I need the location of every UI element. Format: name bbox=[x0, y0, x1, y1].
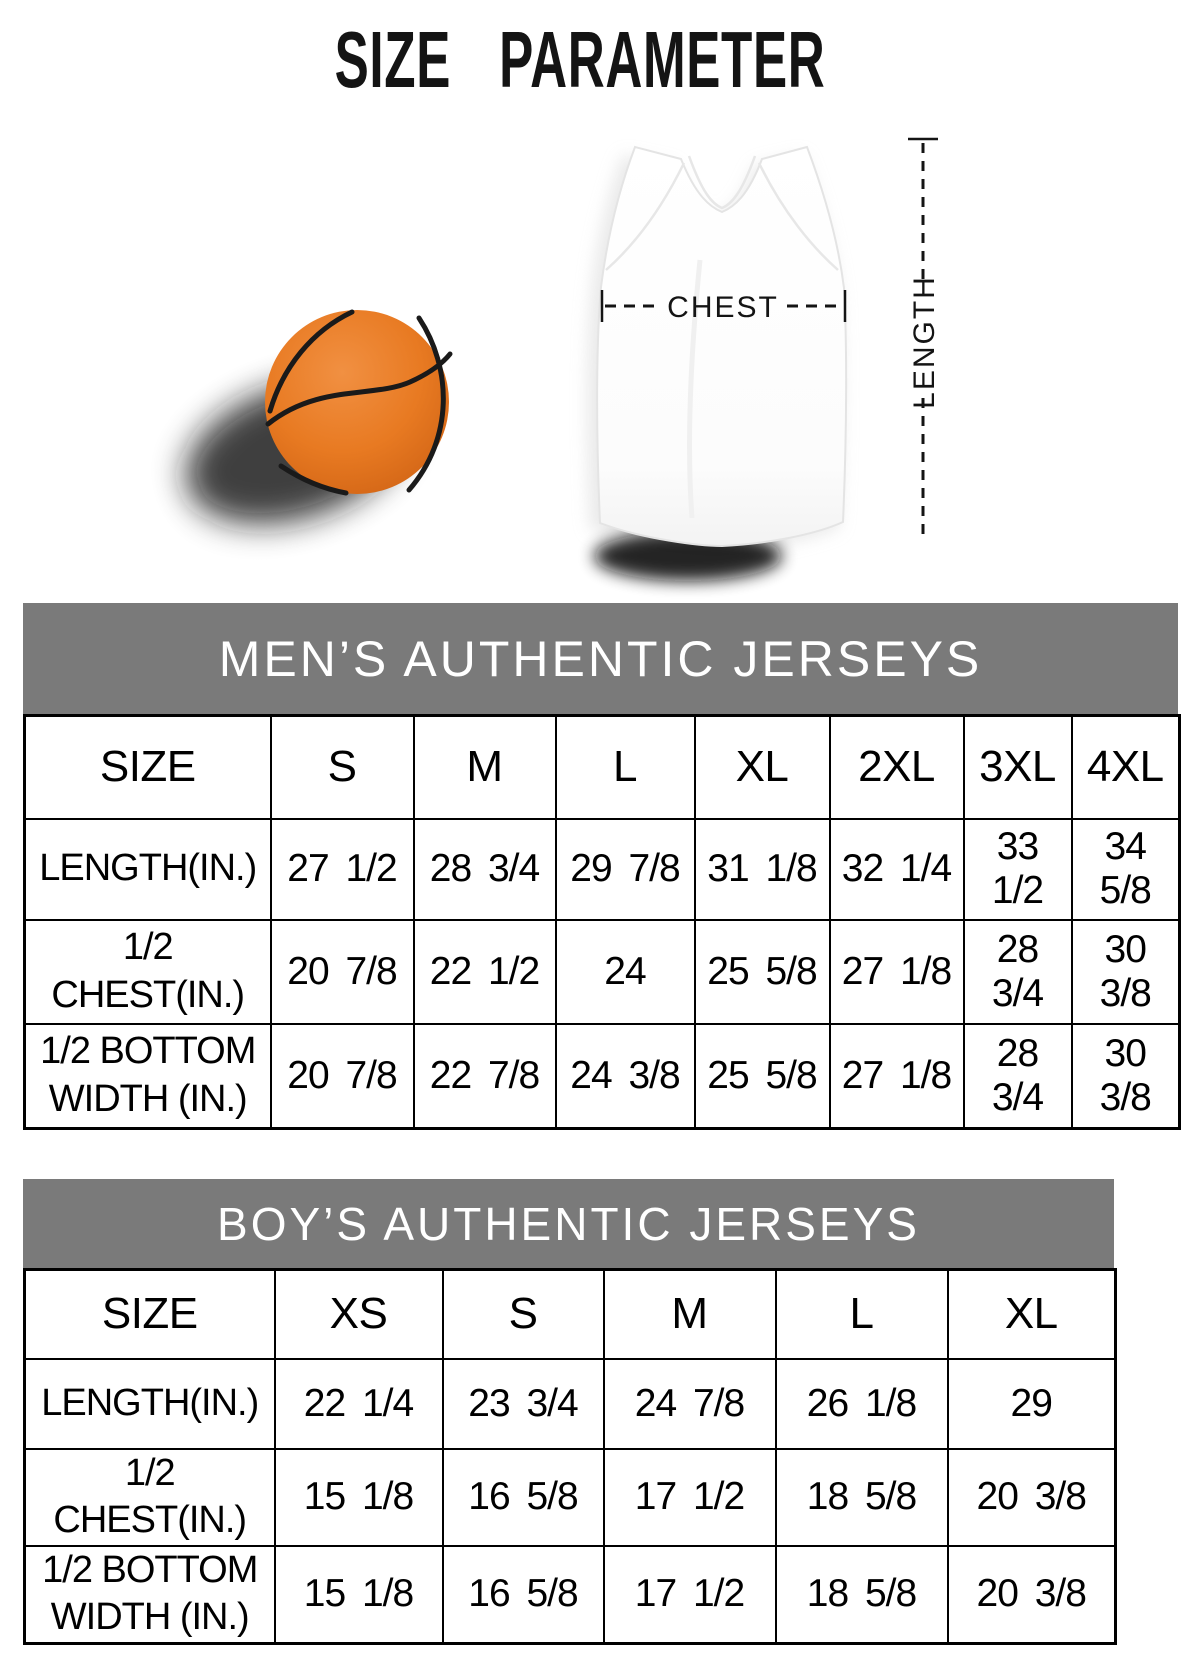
value-cell: 25 5/8 bbox=[695, 920, 830, 1024]
table-header-row bbox=[25, 716, 1180, 819]
header-cell: 3XL bbox=[964, 716, 1072, 819]
row-label-cell: 1/2 CHEST(IN.) bbox=[25, 920, 271, 1024]
header-cell: XS bbox=[275, 1270, 443, 1359]
value-cell: 17 1/2 bbox=[604, 1449, 776, 1546]
boys-table-title-band bbox=[23, 1179, 1114, 1268]
table-header-row bbox=[25, 1270, 1116, 1359]
value-cell: 28 3/4 bbox=[414, 819, 556, 920]
value-cell: 28 3/4 bbox=[964, 920, 1072, 1024]
value-cell: 27 1/8 bbox=[830, 1024, 964, 1129]
header-cell: L bbox=[556, 716, 695, 819]
value-cell: 20 7/8 bbox=[271, 920, 414, 1024]
value-cell: 25 5/8 bbox=[695, 1024, 830, 1129]
value-cell: 24 7/8 bbox=[604, 1359, 776, 1449]
size-header-cell: SIZE bbox=[25, 1270, 275, 1359]
table-row bbox=[25, 819, 1180, 920]
value-cell: 20 7/8 bbox=[271, 1024, 414, 1129]
header-cell: M bbox=[414, 716, 556, 819]
value-cell: 20 3/8 bbox=[948, 1449, 1116, 1546]
boys-size-grid bbox=[23, 1268, 1117, 1645]
value-cell: 29 7/8 bbox=[556, 819, 695, 920]
row-label-cell: 1/2 BOTTOM WIDTH (IN.) bbox=[25, 1546, 275, 1644]
boys-table-title: BOY’S AUTHENTIC JERSEYS bbox=[217, 1197, 920, 1250]
header-cell: S bbox=[271, 716, 414, 819]
mens-size-table bbox=[23, 603, 1178, 1130]
table-row bbox=[25, 1359, 1116, 1449]
value-cell: 22 1/4 bbox=[275, 1359, 443, 1449]
boys-size-table bbox=[23, 1179, 1114, 1645]
value-cell: 15 1/8 bbox=[275, 1546, 443, 1644]
value-cell: 18 5/8 bbox=[776, 1449, 948, 1546]
table-row bbox=[25, 920, 1180, 1024]
row-label-cell: LENGTH(IN.) bbox=[25, 819, 271, 920]
value-cell: 22 1/2 bbox=[414, 920, 556, 1024]
header-cell: L bbox=[776, 1270, 948, 1359]
chest-label: CHEST bbox=[667, 291, 779, 324]
value-cell: 22 7/8 bbox=[414, 1024, 556, 1129]
table-row bbox=[25, 1024, 1180, 1129]
value-cell: 27 1/2 bbox=[271, 819, 414, 920]
table-row bbox=[25, 1449, 1116, 1546]
basketball-icon bbox=[167, 310, 450, 550]
value-cell: 16 5/8 bbox=[443, 1546, 604, 1644]
value-cell: 34 5/8 bbox=[1072, 819, 1180, 920]
basketball-jersey-icon bbox=[587, 147, 846, 581]
mens-table-title: MEN’S AUTHENTIC JERSEYS bbox=[218, 630, 983, 687]
value-cell: 28 3/4 bbox=[964, 1024, 1072, 1129]
value-cell: 24 bbox=[556, 920, 695, 1024]
value-cell: 30 3/8 bbox=[1072, 920, 1180, 1024]
row-label-cell: 1/2 BOTTOM WIDTH (IN.) bbox=[25, 1024, 271, 1129]
header-cell: S bbox=[443, 1270, 604, 1359]
length-label: LENGTH bbox=[908, 275, 941, 409]
header-cell: XL bbox=[948, 1270, 1116, 1359]
header-cell: 4XL bbox=[1072, 716, 1180, 819]
value-cell: 24 3/8 bbox=[556, 1024, 695, 1129]
value-cell: 16 5/8 bbox=[443, 1449, 604, 1546]
value-cell: 23 3/4 bbox=[443, 1359, 604, 1449]
row-label-cell: 1/2 CHEST(IN.) bbox=[25, 1449, 275, 1546]
mens-size-grid bbox=[23, 714, 1181, 1130]
value-cell: 29 bbox=[948, 1359, 1116, 1449]
value-cell: 32 1/4 bbox=[830, 819, 964, 920]
value-cell: 15 1/8 bbox=[275, 1449, 443, 1546]
mens-table-title-band bbox=[23, 603, 1178, 714]
header-cell: 2XL bbox=[830, 716, 964, 819]
value-cell: 30 3/8 bbox=[1072, 1024, 1180, 1129]
size-header-cell: SIZE bbox=[25, 716, 271, 819]
value-cell: 27 1/8 bbox=[830, 920, 964, 1024]
value-cell: 31 1/8 bbox=[695, 819, 830, 920]
header-cell: XL bbox=[695, 716, 830, 819]
row-label-cell: LENGTH(IN.) bbox=[25, 1359, 275, 1449]
value-cell: 17 1/2 bbox=[604, 1546, 776, 1644]
value-cell: 18 5/8 bbox=[776, 1546, 948, 1644]
page-title: SIZE PARAMETER bbox=[334, 15, 826, 104]
value-cell: 20 3/8 bbox=[948, 1546, 1116, 1644]
measurement-diagram bbox=[0, 0, 1200, 600]
value-cell: 26 1/8 bbox=[776, 1359, 948, 1449]
value-cell: 33 1/2 bbox=[964, 819, 1072, 920]
table-row bbox=[25, 1546, 1116, 1644]
length-measure bbox=[908, 139, 941, 537]
header-cell: M bbox=[604, 1270, 776, 1359]
